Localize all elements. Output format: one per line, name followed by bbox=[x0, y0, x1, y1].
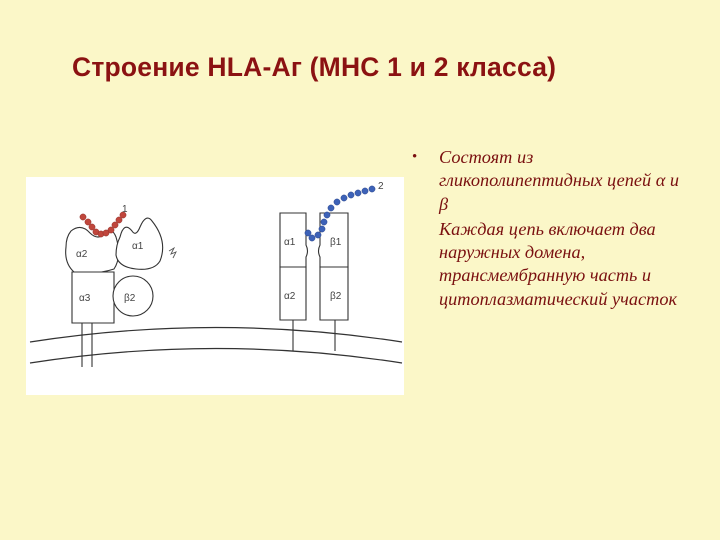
mhc2-label-beta1: β1 bbox=[330, 237, 342, 248]
peptide-bead bbox=[321, 219, 327, 225]
bullet-dot-icon: • bbox=[412, 149, 418, 165]
peptide-bead bbox=[80, 214, 86, 220]
mhc1-label-alpha2: α2 bbox=[76, 249, 88, 260]
bullet-text: Состоят из гликополипептидных цепей α и β bbox=[439, 147, 680, 214]
mhc2-label-beta2: β2 bbox=[330, 291, 342, 302]
peptide-bead bbox=[315, 232, 321, 238]
peptide-bead bbox=[348, 192, 354, 198]
peptide-bead bbox=[89, 224, 95, 230]
mhc1-alpha2-domain bbox=[66, 227, 119, 273]
peptide-bead bbox=[328, 205, 334, 211]
mhc-class-2 bbox=[280, 181, 384, 351]
mhc-class-1 bbox=[66, 204, 176, 367]
slide-title: Строение HLA-Аг (МНС 1 и 2 класса) bbox=[72, 52, 557, 82]
mhc-structure-figure bbox=[26, 177, 404, 395]
mhc1-label-alpha1: α1 bbox=[132, 241, 144, 252]
mhc2-label-alpha1: α1 bbox=[284, 237, 296, 248]
mhc2-peptide-label: 2 bbox=[378, 181, 384, 192]
mhc2-label-alpha2: α2 bbox=[284, 291, 296, 302]
mhc1-squiggle bbox=[169, 248, 176, 258]
peptide-bead bbox=[369, 186, 375, 192]
peptide-bead bbox=[116, 217, 122, 223]
mhc1-label-alpha3: α3 bbox=[79, 293, 91, 304]
peptide-bead bbox=[112, 222, 118, 228]
mhc1-peptide-label: 1 bbox=[122, 204, 128, 215]
peptide-bead bbox=[324, 212, 330, 218]
peptide-bead bbox=[305, 230, 311, 236]
description-block bbox=[412, 146, 712, 311]
membrane-inner-line bbox=[30, 349, 402, 364]
paragraph-text: Каждая цепь включает два наружных домена, трансмембранную часть и цитоплазматический участок bbox=[439, 218, 678, 309]
peptide-bead bbox=[319, 226, 325, 232]
mhc-diagram bbox=[26, 177, 404, 395]
peptide-bead bbox=[355, 190, 361, 196]
membrane-outer-line bbox=[30, 328, 402, 343]
peptide-bead bbox=[85, 219, 91, 225]
peptide-bead bbox=[334, 199, 340, 205]
peptide-bead bbox=[309, 235, 315, 241]
mhc1-label-beta2: β2 bbox=[124, 293, 136, 304]
peptide-bead bbox=[108, 227, 114, 233]
peptide-bead bbox=[362, 188, 368, 194]
peptide-bead bbox=[341, 195, 347, 201]
